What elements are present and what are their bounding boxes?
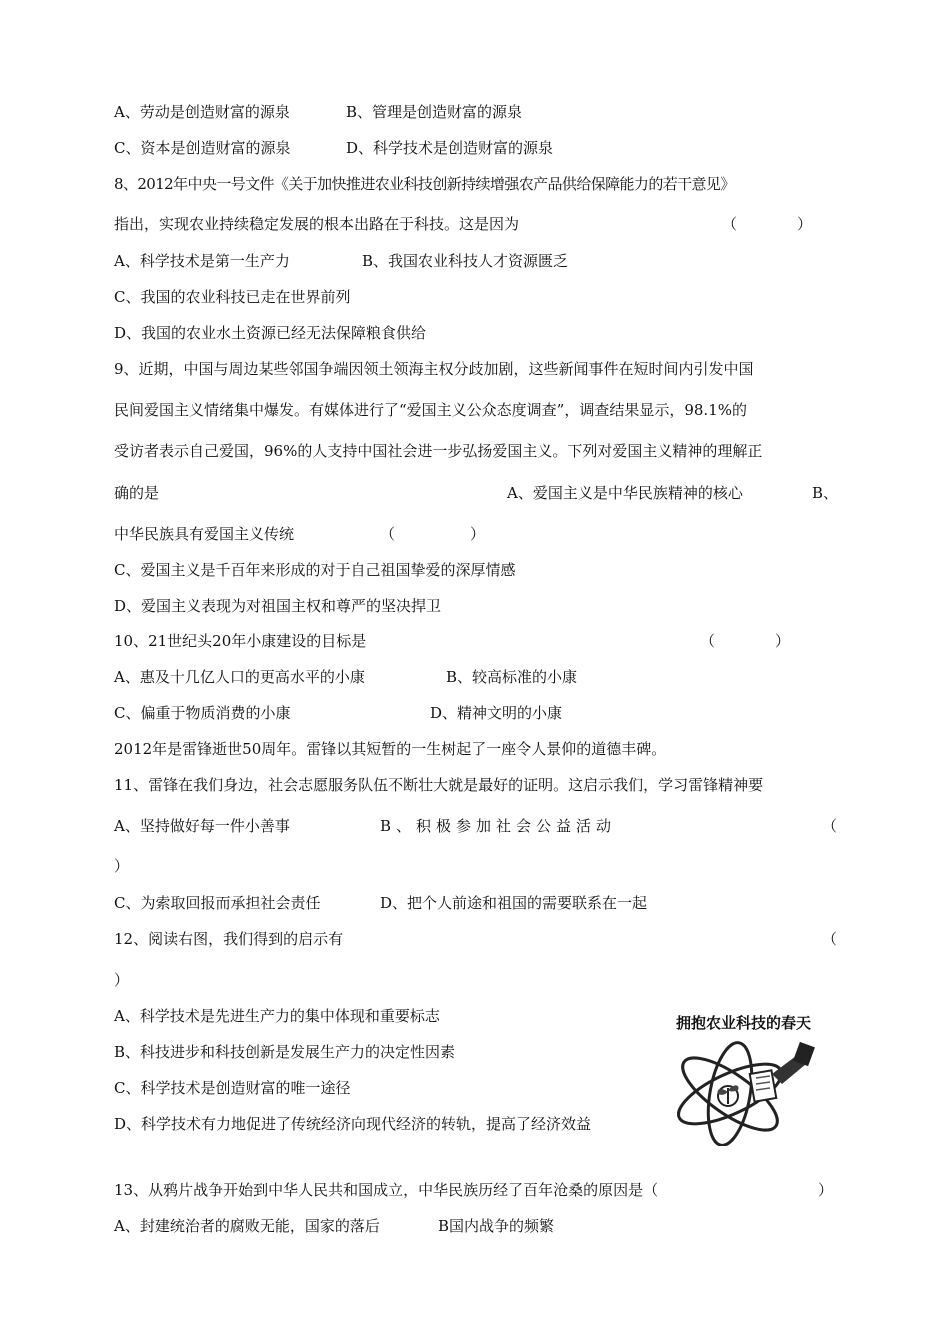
q12-stem: 12、阅读右图，我们得到的启示有 [114, 930, 344, 948]
q9-stem-line4: 确的是 [114, 484, 160, 502]
q11-answer-blank-close: ） [114, 857, 130, 875]
q9-option-b: 中华民族具有爱国主义传统 [114, 525, 295, 543]
q8-option-a: A、科学技术是第一生产力 [114, 252, 290, 270]
q10-stem: 10、21世纪头20年小康建设的目标是 [114, 632, 367, 650]
q12-option-d: D、科学技术有力地促进了传统经济向现代经济的转轨，提高了经济效益 [114, 1115, 592, 1133]
atom-orbit-illustration [668, 1034, 828, 1146]
q9-option-a: A、爱国主义是中华民族精神的核心 [507, 484, 743, 502]
q9-stem-line3: 受访者表示自己爱国，96%的人支持中国社会进一步弘扬爱国主义。下列对爱国主义精神的理解正 [114, 442, 763, 460]
q9-stem-line2: 民间爱国主义情绪集中爆发。有媒体进行了“爱国主义公众态度调查”，调查结果显示，98.1%的 [114, 401, 747, 419]
cartoon-title: 拥抱农业科技的春天 [676, 1014, 812, 1032]
q7-option-d: D、科学技术是创造财富的源泉 [346, 139, 554, 157]
q8-answer-blank: （ ） [722, 215, 813, 233]
agri-tech-cartoon [668, 1008, 830, 1148]
q8-stem-line1: 8、2012年中央一号文件《关于加快推进农业科技创新持续增强农产品供给保障能力的若干意见》 [114, 175, 735, 193]
q11-option-d: D、把个人前途和祖国的需要联系在一起 [380, 894, 648, 912]
q11-option-b: B、积极参加社会公益活动 [380, 817, 617, 835]
q10-option-d: D、精神文明的小康 [430, 704, 563, 722]
q8-option-c: C、我国的农业科技已走在世界前列 [114, 288, 351, 306]
q12-answer-blank-open: （ [822, 930, 838, 948]
q11-stem: 11、雷锋在我们身边，社会志愿服务队伍不断壮大就是最好的证明。这启示我们，学习雷锋精神要 [114, 776, 764, 794]
q13-option-a: A、封建统治者的腐败无能，国家的落后 [114, 1217, 380, 1235]
q9-stem-line1: 9、近期，中国与周边某些邻国争端因领土领海主权分歧加剧，这些新闻事件在短时间内引发中国 [114, 360, 754, 378]
q12-option-c: C、科学技术是创造财富的唯一途径 [114, 1079, 351, 1097]
q9-option-c: C、爱国主义是千百年来形成的对于自己祖国挚爱的深厚情感 [114, 561, 516, 579]
q13-stem: 13、从鸦片战争开始到中华人民共和国成立，中华民族历经了百年沧桑的原因是（ [114, 1181, 659, 1199]
q10-option-c: C、偏重于物质消费的小康 [114, 704, 291, 722]
q10-answer-blank: （ ） [700, 632, 791, 650]
q10-option-a: A、惠及十几亿人口的更高水平的小康 [114, 668, 365, 686]
q9-option-d: D、爱国主义表现为对祖国主权和尊严的坚决捍卫 [114, 597, 442, 615]
q12-option-a: A、科学技术是先进生产力的集中体现和重要标志 [114, 1007, 440, 1025]
q13-option-b: B国内战争的频繁 [438, 1217, 555, 1235]
q9-answer-blank: （ ） [380, 525, 486, 543]
q7-option-b: B、管理是创造财富的源泉 [346, 103, 523, 121]
q10-option-b: B、较高标准的小康 [446, 668, 578, 686]
q12-option-b: B、科技进步和科技创新是发展生产力的决定性因素 [114, 1043, 456, 1061]
q8-option-b: B、我国农业科技人才资源匮乏 [362, 252, 569, 270]
q12-answer-blank-close: ） [114, 971, 130, 989]
q8-option-d: D、我国的农业水土资源已经无法保障粮食供给 [114, 324, 427, 342]
q11-option-a: A、坚持做好每一件小善事 [114, 817, 290, 835]
q11-option-c: C、为索取回报而承担社会责任 [114, 894, 321, 912]
q13-answer-blank-close: ） [818, 1181, 834, 1199]
q7-option-a: A、劳动是创造财富的源泉 [114, 103, 290, 121]
q9-option-b-prefix: B、 [812, 484, 839, 502]
leifeng-intro: 2012年是雷锋逝世50周年。雷锋以其短暂的一生树起了一座令人景仰的道德丰碑。 [114, 740, 667, 758]
q7-option-c: C、资本是创造财富的源泉 [114, 139, 291, 157]
q11-answer-blank-open: （ [822, 817, 838, 835]
q8-stem-line2: 指出，实现农业持续稳定发展的根本出路在于科技。这是因为 [114, 215, 520, 233]
